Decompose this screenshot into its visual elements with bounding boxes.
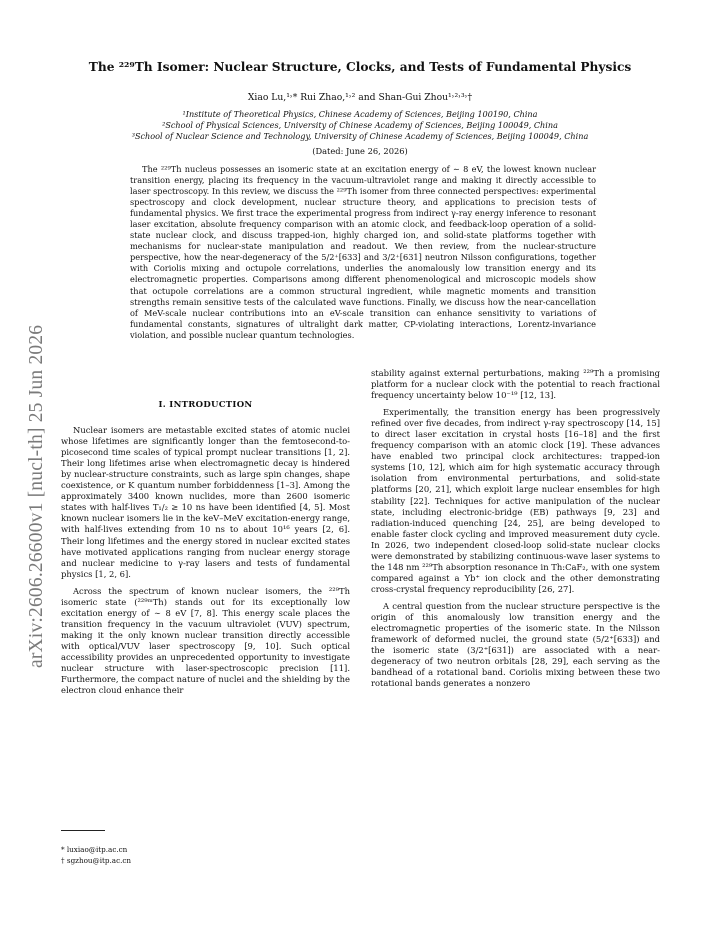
intro-paragraph-1: Nuclear isomers are metastable excited states of atomic nuclei whose lifetimes are significantly longer than the femtosecond-to-picosecond time scales of typical prompt nuclear transitions [1, 2]. Their long lifetimes arise when electromagnetic decay is hindered by nuclear-structure constraints, such as large spin changes, shape coexistence, or K quantum number forbiddenness [1–3]. Among the approximately 3400 known nuclides, more than 2600 isomeric states with half-lives T₁/₂ ≥ 10 ns have been identified [4, 5]. Most known nuclear isomers lie in the keV–MeV excitation-energy range, with half-lives extending from 10 ns to about 10¹⁶ years [2, 6]. Their long lifetimes and the energy stored in nuclear excited states have motivated applications ranging from nuclear energy storage and nuclear medicine to γ-ray lasers and tests of fundamental physics [1, 2, 6]. <box>61 425 350 579</box>
footnote-email-1: * luxiao@itp.ac.cn <box>61 845 128 854</box>
paper-title: The ²²⁹Th Isomer: Nuclear Structure, Clocks, and Tests of Fundamental Physics <box>88 60 632 74</box>
affiliation-2: ²School of Physical Sciences, University of Chinese Academy of Sciences, Beijing 100049, China <box>162 120 558 130</box>
footnote-email-2: † sgzhou@itp.ac.cn <box>61 856 132 865</box>
author-list: Xiao Lu,¹˒* Rui Zhao,¹˒² and Shan-Gui Zhou¹˒²˒³˒† <box>247 92 473 103</box>
intro-paragraph-continued: stability against external perturbations, making ²²⁹Th a promising platform for a nuclear clock with the potential to reach fractional frequency uncertainty below 10⁻¹⁹ [12, 13]. <box>371 368 660 401</box>
abstract: The ²²⁹Th nucleus possesses an isomeric state at an excitation energy of ∼ 8 eV, the lowest known nuclear transition energy, placing its frequency in the vacuum-ultraviolet range and making it directly accessible to laser spectroscopy. In this review, we discuss the ²²⁹Th isomer from three connected perspectives: experimental spectroscopy and clock development, nuclear structure theory, and applications to precision tests of fundamental physics. We first trace the experimental progress from indirect γ-ray energy inference to resonant laser excitation, absolute frequency comparison with an atomic clock, and feedback-loop operation of a solid-state nuclear clock, and discuss trapped-ion, highly charged ion, and solid-state platforms together with mechanisms for nuclear-state manipulation and readout. We then review, from the nuclear-structure perspective, how the near-degeneracy of the 5/2⁺[633] and 3/2⁺[631] neutron Nilsson configurations, together with Coriolis mixing and octupole correlations, underlies the anomalously low transition energy and its electromagnetic properties. Comparisons among different phenomenological and microscopic models show that octupole correlations are a common structural ingredient, while magnetic moments and transition strengths remain sensitive tests of the calculated wave functions. Finally, we discuss how the near-cancellation of MeV-scale nuclear contributions into an eV-scale transition can enhance sensitivity to variations of fundamental constants, signatures of ultralight dark matter, CP-violating interactions, Lorentz-invariance violation, and possible nuclear quantum technologies. <box>130 164 596 340</box>
left-column <box>61 396 350 702</box>
arxiv-identifier-stamp <box>22 250 50 670</box>
section-heading: I. INTRODUCTION <box>158 400 253 410</box>
dated-line: (Dated: June 26, 2026) <box>312 146 408 156</box>
arxiv-stamp-text: arXiv:2606.26600v1 [nucl-th] 25 Jun 2026 <box>26 324 47 668</box>
intro-paragraph-4: A central question from the nuclear structure perspective is the origin of this anomalously low transition energy and the electromagnetic properties of the isomeric state. In the Nilsson framework of deformed nuclei, the ground state (5/2⁺[633]) and the isomeric state (3/2⁺[631]) are associated with a near-degeneracy of two neutron orbitals [28, 29], each serving as the bandhead of a rotational band. Coriolis mixing between these two rotational bands generates a nonzero <box>371 600 660 689</box>
right-column <box>371 368 660 695</box>
intro-paragraph-2: Across the spectrum of known nuclear isomers, the ²²⁹Th isomeric state (²²⁹ᵐTh) stands out for its exceptionally low excitation energy of ∼ 8 eV [7, 8]. This energy scale places the transition frequency in the vacuum ultraviolet (VUV) spectrum, making it the only known nuclear transition directly accessible with optical/VUV laser spectroscopy [9, 10]. Such optical accessibility provides an unprecedented opportunity to investigate nuclear structure with laser-spectroscopic precision [11]. Furthermore, the compact nature of nuclei and the shielding by the electron cloud enhance their <box>61 585 350 696</box>
footnotes <box>61 844 131 866</box>
affiliation-1: ¹Institute of Theoretical Physics, Chinese Academy of Sciences, Beijing 100190, China <box>182 109 538 119</box>
intro-paragraph-3: Experimentally, the transition energy has been progressively refined over five decades, from indirect γ-ray spectroscopy [14, 15] to direct laser excitation in crystal hosts [16–18] and the first frequency comparison with an atomic clock [19]. These advances have enabled two principal clock architectures: trapped-ion systems [10, 12], which aim for high systematic accuracy through isolation from environmental perturbations, and solid-state platforms [20, 21], which exploit large nuclear ensembles for high stability [22]. Techniques for active manipulation of the nuclear state, including electronic-bridge (EB) pathways [9, 23] and radiation-induced quenching [24, 25], are being developed to enable faster clock cycling and improved measurement duty cycle. In 2026, two independent closed-loop solid-state nuclear clocks were demonstrated by stabilizing continuous-wave laser systems to the 148 nm ²²⁹Th absorption resonance in Th:CaF₂, with one system compared against a Yb⁺ ion clock and the other demonstrating cross-crystal frequency reproducibility [26, 27]. <box>371 407 660 594</box>
footnote-rule <box>61 830 105 831</box>
affiliation-3: ³School of Nuclear Science and Technology, University of Chinese Academy of Sciences, Beijing 100049, China <box>131 131 589 141</box>
